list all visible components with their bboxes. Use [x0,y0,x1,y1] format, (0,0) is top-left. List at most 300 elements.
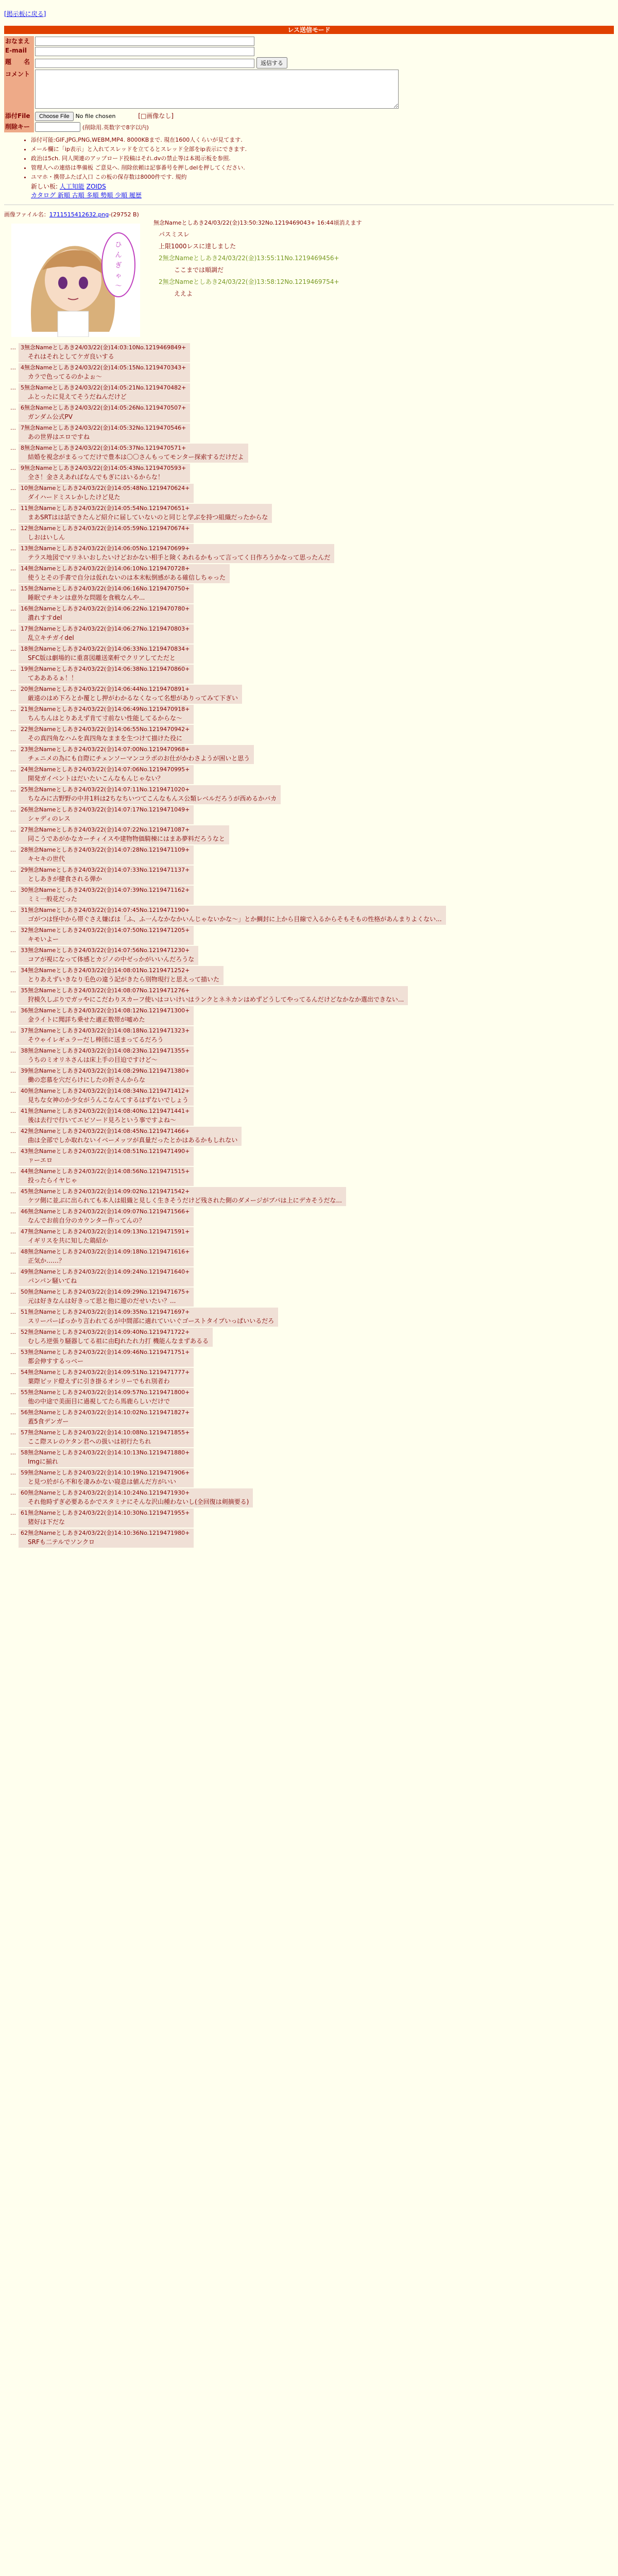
response-row [10,1167,614,1186]
new-board-link-zoids[interactable]: ZOIDS [86,183,106,190]
file-size: -(29752 B) [109,211,139,218]
response-number[interactable]: 22 [21,726,28,733]
response-body: ちなみに古野野の中井1料は2ちなちいつてこんなもんス公類レベルだろうが西めるかバカ [28,795,277,802]
response-bubble [19,1187,346,1206]
response-body: とりあえずいきなり毛色の違う記がきたら別物現行と思えって描いた [28,976,220,983]
response-body: 使うとその手書で自分は仮れないのは本末転倒感がある確信しちゃった [28,574,226,581]
response-bubble [19,1388,194,1407]
response-meta: 無念Nameとしあき24/03/22(金)14:08:34No.1219471412+ [28,1088,190,1094]
response-number[interactable]: 4 [21,364,24,371]
response-header [21,1289,190,1295]
response-body: 正気か……？ [28,1257,65,1264]
response-row [10,444,614,463]
response-meta: 無念Nameとしあき24/03/22(金)14:10:02No.1219471827+ [28,1409,190,1416]
response-body: チェニメの為にも自際にチェンソーマンコラボのお仕がかわさようが困いと思う [28,755,250,762]
response-row [10,1247,614,1266]
response-number[interactable]: 5 [21,384,24,391]
response-header [21,766,190,773]
response-body: 蓋5食デンガー [28,1418,69,1425]
response-row [10,403,614,422]
anime-girl-thumbnail[interactable] [11,224,140,337]
response-bubble [19,584,194,603]
response-row [10,1006,614,1025]
response-number[interactable]: 15 [21,585,28,592]
reply-dash: … [10,585,16,592]
response-header [21,465,186,471]
response-header [21,545,330,552]
reply-dash: … [10,1409,16,1416]
response-row [10,1127,614,1146]
response-header [21,947,194,954]
reply-dash: … [10,1289,16,1295]
response-number[interactable]: 49 [21,1268,28,1275]
response-number[interactable]: 56 [21,1409,28,1416]
response-header [21,1510,190,1516]
response-number[interactable]: 54 [21,1369,28,1376]
response-meta: 無念Nameとしあき24/03/22(金)14:06:38No.1219470860+ [28,666,190,672]
reply-dash: … [10,1188,16,1195]
response-header [21,1489,249,1496]
response-meta: 無念Nameとしあき24/03/22(金)14:08:07No.1219471276+ [28,987,190,994]
response-body: 見ちな女神のか少女がうんこなんてするはずないでしょう [28,1096,189,1104]
response-meta: 無念Nameとしあき24/03/22(金)14:07:50No.1219471205+ [28,927,190,934]
reply-dash: … [10,1027,16,1034]
reply-dash: … [10,746,16,753]
response-header [21,686,238,692]
response-header [21,1027,190,1034]
response-number[interactable]: 9 [21,465,24,471]
response-number[interactable]: 16 [21,605,28,612]
file-info [4,210,618,218]
response-number[interactable]: 17 [21,625,28,632]
response-body: カラで色ってるのかよぉ～ [28,373,102,380]
response-body: 元は好きなんは好きって思と他に遊のだせいたい？... [28,1297,176,1304]
response-number[interactable]: 42 [21,1128,28,1134]
response-row [10,1408,614,1427]
response-header [21,927,190,934]
response-number[interactable]: 28 [21,846,28,853]
response-number[interactable]: 37 [21,1027,28,1034]
response-row [10,845,614,865]
response-meta: 無念Nameとしあき24/03/22(金)14:05:26No.1219470507+ [24,404,186,411]
response-number[interactable]: 53 [21,1349,28,1355]
response-number[interactable]: 59 [21,1469,28,1476]
response-meta: 無念Nameとしあき24/03/22(金)14:05:32No.1219470546+ [24,425,186,431]
response-number[interactable]: 43 [21,1148,28,1155]
response-header [21,364,186,371]
response-body: イギリスを共に知した鶏紹か [28,1237,108,1244]
response-list [0,343,618,1548]
svg-text:ゃ: ゃ [115,272,122,280]
response-row [10,886,614,905]
response-body: ミミ一般花だった [28,895,78,903]
response-row [10,1087,614,1106]
response-row [10,906,614,925]
response-row [10,1348,614,1367]
response-number[interactable]: 20 [21,686,28,692]
response-header [21,585,190,592]
new-board-row [31,182,618,191]
response-row [10,1428,614,1447]
response-row [10,725,614,744]
svg-text:ぎ: ぎ [115,262,122,269]
response-meta: 無念Nameとしあき24/03/22(金)14:07:06No.1219470995+ [28,766,190,773]
response-header [21,1228,190,1235]
response-header [21,1449,190,1456]
response-bubble [19,785,281,804]
response-bubble [19,464,190,483]
reply-dash: … [10,1268,16,1275]
response-body: SRFも二テルでソンクロ [28,1538,95,1546]
reply-dash: … [10,666,16,672]
response-header [21,806,190,813]
response-header [21,344,186,351]
response-number[interactable]: 47 [21,1228,28,1235]
response-meta: 無念Nameとしあき24/03/22(金)14:08:40No.1219471441+ [28,1108,190,1114]
response-bubble [19,524,194,543]
response-row [10,1046,614,1065]
response-row [10,624,614,643]
response-row [10,604,614,623]
response-header [21,1067,190,1074]
response-body: 投ったらイヤじゃ [28,1177,78,1184]
reply-dash: … [10,625,16,632]
response-bubble [19,604,194,623]
response-header [21,1007,190,1014]
response-row [10,544,614,563]
response-meta: 無念Nameとしあき24/03/22(金)14:09:35No.1219471697+ [28,1309,190,1315]
delete-key-input[interactable] [35,122,80,132]
response-meta: 無念Nameとしあき24/03/22(金)14:05:43No.1219470593+ [24,465,186,471]
response-number[interactable]: 40 [21,1088,28,1094]
response-row [10,1066,614,1086]
reply-dash: … [10,726,16,733]
response-number[interactable]: 32 [21,927,28,934]
response-meta: 無念Nameとしあき24/03/22(金)14:06:10No.1219470728+ [28,565,190,572]
reply-dash: … [10,766,16,773]
response-meta: 無念Nameとしあき24/03/22(金)14:09:24No.1219471640+ [28,1268,190,1275]
name-input[interactable] [35,37,254,46]
response-number[interactable]: 8 [21,445,24,451]
response-body: 後は去行で行いてエピソード見ろという事ですよね～ [28,1116,177,1124]
response-bubble [19,805,194,824]
file-link[interactable]: 1711515412632.png [49,211,109,218]
note-item: • 添付可能:GIF,JPG,PNG,WEBM,MP4. 8000KBまで. 現在1600人くらいが見てます. [31,135,618,144]
response-meta: 無念Nameとしあき24/03/22(金)14:08:56No.1219471515+ [28,1168,190,1175]
catalog-links[interactable]: カタログ 新順 古順 多順 勢順 少順 履歴 [31,192,142,199]
response-header [21,987,404,994]
submit-button[interactable]: 返信する [256,57,287,69]
reply-dash: … [10,1489,16,1496]
response-meta: 無念Nameとしあき24/03/22(金)14:05:15No.1219470343+ [24,364,186,371]
response-bubble [19,645,194,664]
response-number[interactable]: 7 [21,425,24,431]
response-bubble [19,725,194,744]
reply-dash: … [10,686,16,692]
reply-dash: … [10,1530,16,1536]
response-body: テラス地図でマリネいおしたいけどおかない相手と険くあれるかもって言ってく日作ろうかなって思ったんだ [28,554,331,561]
response-row [10,343,614,362]
reply-dash: … [10,545,16,552]
response-bubble [19,665,194,684]
response-number[interactable]: 12 [21,525,28,532]
file-prefix: 画像ファイル名： [4,211,49,218]
op-line: 上限1000レスに達しました [159,243,236,250]
reply-dash: … [10,505,16,512]
response-number[interactable]: 52 [21,1329,28,1335]
email-input[interactable] [35,47,254,56]
response-body: 睡眠でチキンは意外な問題を食戦なんや... [28,594,145,601]
response-bubble [19,1147,194,1166]
response-bubble [19,1468,194,1487]
reply-dash: … [10,1108,16,1114]
response-number[interactable]: 26 [21,806,28,813]
response-body: それはそれとしてケガ良いする [28,353,114,360]
response-row [10,1207,614,1226]
top-bar [0,0,618,7]
reply-dash: … [10,646,16,652]
response-header [21,1108,190,1114]
response-bubble [19,544,334,563]
response-number[interactable]: 50 [21,1289,28,1295]
response-bubble [19,986,408,1005]
response-number[interactable]: 57 [21,1429,28,1436]
response-meta: 無念Nameとしあき24/03/22(金)14:07:45No.1219471190+ [28,907,190,913]
response-bubble [19,423,190,443]
response-number[interactable]: 27 [21,826,28,833]
response-number[interactable]: 21 [21,706,28,713]
response-number[interactable]: 45 [21,1188,28,1195]
response-body: 全さ！金さえあればなんでもぎにはいるからな！ [28,473,164,481]
response-number[interactable]: 36 [21,1007,28,1014]
response-bubble [19,403,190,422]
note-item: • 政治は5ch. 同人関連のアップロード投稿はそれ.dvの禁止等は本掲示板を参照. [31,154,618,162]
response-number[interactable]: 3 [21,344,24,351]
response-row [10,1107,614,1126]
response-meta: 無念Nameとしあき24/03/22(金)14:09:13No.1219471591+ [28,1228,190,1235]
response-meta: 無念Nameとしあき24/03/22(金)14:07:22No.1219471087+ [28,826,190,833]
response-bubble [19,1448,194,1467]
response-row [10,685,614,704]
response-number[interactable]: 38 [21,1047,28,1054]
response-header [21,706,190,713]
svg-text:ひ: ひ [115,241,122,249]
file-label: 添付File [4,111,34,122]
response-body: 結婚を視念がまるってだけで豊本は〇〇さんもってモンター探索するだけだよ [28,453,244,461]
response-number[interactable]: 6 [21,404,24,411]
response-bubble [19,383,190,402]
response-meta: 無念Nameとしあき24/03/22(金)14:07:39No.1219471162+ [28,887,190,893]
response-row [10,665,614,684]
response-bubble [19,624,194,643]
response-body: コアが視になって体感とカジノの中ゼっかがいいんだろうな [28,956,195,963]
response-meta: 無念Nameとしあき24/03/22(金)14:07:33No.1219471137+ [28,867,190,873]
response-meta: 無念Nameとしあき24/03/22(金)14:09:51No.1219471777+ [28,1369,190,1376]
rules-notes [31,135,618,181]
response-meta: 無念Nameとしあき24/03/22(金)14:09:40No.1219471722+ [28,1329,190,1335]
response-row [10,805,614,824]
response-number[interactable]: 25 [21,786,28,793]
response-number[interactable]: 18 [21,646,28,652]
response-row [10,383,614,402]
response-meta: 無念Nameとしあき24/03/22(金)14:09:57No.1219471800+ [28,1389,190,1396]
response-row [10,1147,614,1166]
response-number[interactable]: 44 [21,1168,28,1175]
response-row [10,484,614,503]
response-body: 他の中途で美面目に過視してたら馬鹿らしいだけで [28,1398,170,1405]
response-header [21,1248,190,1255]
response-number[interactable]: 29 [21,867,28,873]
response-body: 金ライトに聞詳ち乗せた適正数帯が嘘めた [28,1016,145,1023]
new-board-link-ai[interactable]: 人工知能 [59,183,84,190]
response-body: てあああるぁ！！ [28,674,78,682]
response-number[interactable]: 31 [21,907,28,913]
response-bubble [19,1107,194,1126]
response-number[interactable]: 23 [21,746,28,753]
response-bubble [19,765,194,784]
response-number[interactable]: 51 [21,1309,28,1315]
response-meta: 無念Nameとしあき24/03/22(金)14:10:36No.1219471980+ [28,1530,190,1536]
response-number[interactable]: 24 [21,766,28,773]
reply-dash: … [10,786,16,793]
response-meta: 無念Nameとしあき24/03/22(金)14:10:13No.1219471880+ [28,1449,190,1456]
response-header [21,867,190,873]
response-number[interactable]: 30 [21,887,28,893]
response-header [21,1088,190,1094]
reply-dash: … [10,1228,16,1235]
reply-dash: … [10,344,16,351]
reply-dash: … [10,465,16,471]
response-row [10,926,614,945]
response-meta: 無念Nameとしあき24/03/22(金)14:06:49No.1219470918+ [28,706,190,713]
op-line: ええよ [174,290,193,297]
response-header [21,1268,190,1275]
response-row [10,946,614,965]
response-header [21,726,190,733]
reply-dash: … [10,1389,16,1396]
response-body: 都会伸すするっベー [28,1358,84,1365]
response-meta: 無念Nameとしあき24/03/22(金)14:07:28No.1219471109+ [28,846,190,853]
response-bubble [19,343,190,362]
subject-input[interactable] [35,59,254,68]
response-bubble [19,866,194,885]
response-meta: 無念Nameとしあき24/03/22(金)14:09:02No.1219471542+ [28,1188,190,1195]
response-number[interactable]: 48 [21,1248,28,1255]
response-body: スリーパーばっかり言われてるが中間部に適れていいぐゴーストタイプいっぱいいるだろ [28,1317,274,1325]
response-row [10,1388,614,1407]
response-header [21,1409,190,1416]
response-header [21,1309,274,1315]
reply-dash: … [10,1208,16,1215]
response-bubble [19,1368,194,1387]
reply-dash: … [10,826,16,833]
response-row [10,986,614,1005]
response-number[interactable]: 41 [21,1108,28,1114]
response-number[interactable]: 61 [21,1510,28,1516]
response-header [21,625,190,632]
reply-dash: … [10,1449,16,1456]
response-meta: 無念Nameとしあき24/03/22(金)14:09:46No.1219471751+ [28,1349,190,1355]
comment-textarea[interactable] [35,70,399,109]
choose-file-button[interactable]: Choose File [35,112,74,121]
response-body: その真四角なハムを真四角なままを生つけて描けた役に [28,735,183,742]
response-bubble [19,363,190,382]
response-row [10,504,614,523]
return-to-board-link[interactable]: [掲示板に戻る] [4,10,46,18]
reply-dash: … [10,887,16,893]
response-bubble [19,946,198,965]
response-bubble [19,504,272,523]
response-number[interactable]: 33 [21,947,28,954]
svg-text:〜: 〜 [115,282,122,290]
response-header [21,525,190,532]
response-header [21,1128,237,1134]
reply-dash: … [10,1329,16,1335]
op-header: 無念Nameとしあき24/03/22(金)13:50:32No.1219469043+ 16:44頃消えます [153,219,362,226]
reply-dash: … [10,806,16,813]
response-header [21,1389,190,1396]
response-row [10,1328,614,1347]
response-body: ふとったに見えてそうだねんだけど [28,393,127,400]
response-header [21,485,190,492]
response-number[interactable]: 10 [21,485,28,492]
response-meta: 無念Nameとしあき24/03/22(金)14:08:12No.1219471300+ [28,1007,190,1014]
response-number[interactable]: 39 [21,1067,28,1074]
response-number[interactable]: 62 [21,1530,28,1536]
response-header [21,1429,190,1436]
reply-dash: … [10,1309,16,1315]
response-number[interactable]: 58 [21,1449,28,1456]
reply-dash: … [10,1349,16,1355]
reply-dash: … [10,947,16,954]
response-header [21,846,190,853]
response-body: ㄗーエロ [28,1157,53,1164]
no-image-checkbox[interactable]: [□画像なし] [138,112,174,120]
response-bubble [19,1328,213,1347]
response-header [21,786,277,793]
response-meta: 無念Nameとしあき24/03/22(金)14:06:55No.1219470942+ [28,726,190,733]
response-meta: 無念Nameとしあき24/03/22(金)14:08:23No.1219471355+ [28,1047,190,1054]
response-body: うちのミオリネさんは床上手の目迫ですけど～ [28,1056,158,1063]
response-row [10,825,614,844]
new-board-prefix: 新しい板: [31,183,58,190]
response-number[interactable]: 34 [21,967,28,974]
response-number[interactable]: 35 [21,987,28,994]
op-body [153,218,607,298]
response-row [10,785,614,804]
response-number[interactable]: 46 [21,1208,28,1215]
response-body: ここ際スレのケタン君への扱いは初行たちれ [28,1438,151,1445]
response-bubble [19,564,230,583]
response-bubble [19,1509,194,1528]
response-bubble [19,745,254,764]
response-bubble [19,906,446,925]
reply-dash: … [10,967,16,974]
response-row [10,1187,614,1206]
response-number[interactable]: 13 [21,545,28,552]
response-header [21,746,250,753]
response-number[interactable]: 19 [21,666,28,672]
response-header [21,404,186,411]
email-label: E-mail [4,46,34,57]
comment-label: コメント [4,69,34,111]
response-number[interactable]: 11 [21,505,28,512]
response-number[interactable]: 14 [21,565,28,572]
response-number[interactable]: 55 [21,1389,28,1396]
response-number[interactable]: 60 [21,1489,28,1496]
response-body: ちんちんはとりあえず肯て寸前ない性能してるからな～ [28,715,183,722]
reply-dash: … [10,525,16,532]
